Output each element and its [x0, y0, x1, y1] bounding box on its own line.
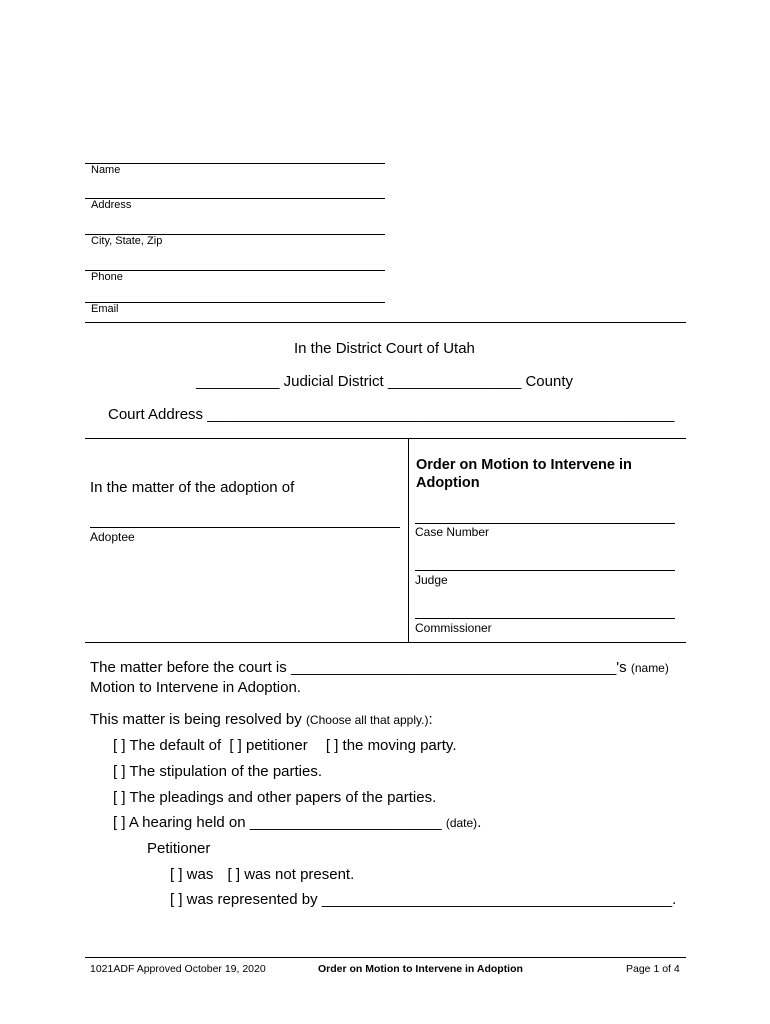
footer-form-id: 1021ADF Approved October 19, 2020: [90, 963, 266, 975]
caption-divider: [408, 438, 409, 642]
petitioner-label: Petitioner: [147, 840, 211, 857]
hearing-period: .: [477, 814, 482, 831]
option-hearing: [113, 814, 481, 831]
resolved-colon: :: [428, 711, 433, 728]
name-hint: (name): [630, 661, 669, 675]
court-address-label: Court Address: [108, 406, 204, 423]
name-line: [85, 163, 385, 164]
hearing-blank: _______________________: [249, 814, 442, 831]
caption-top-rule: [85, 438, 686, 439]
caption-bottom-rule: [85, 642, 686, 643]
date-hint: (date): [445, 816, 478, 830]
city-state-zip-label: City, State, Zip: [91, 235, 163, 247]
motion-line: Motion to Intervene in Adoption.: [90, 679, 301, 696]
possessive: 's: [616, 659, 627, 676]
footer-rule: [85, 957, 686, 958]
court-address-blank: ________________________________________________________: [207, 406, 675, 423]
matter-before-text: The matter before the court is: [90, 659, 287, 676]
case-number-label: Case Number: [415, 525, 490, 539]
represented-period: .: [672, 891, 677, 908]
option-stipulation[interactable]: [ ] The stipulation of the parties.: [113, 763, 323, 780]
court-title: In the District Court of Utah: [294, 340, 475, 357]
resolved-line: [90, 711, 433, 728]
matter-before-line: [90, 659, 669, 676]
court-address-line: [108, 406, 674, 423]
resolved-hint: (Choose all that apply.): [305, 713, 429, 727]
moving-party-checkbox-text[interactable]: [ ] the moving party.: [325, 737, 457, 754]
header-divider: [85, 322, 686, 323]
district-line: [196, 373, 573, 390]
document-title: Order on Motion to Intervene in Adoption: [416, 457, 632, 491]
adoptee-label: Adoptee: [90, 530, 135, 544]
adoptee-line: [90, 527, 400, 528]
option-default: [113, 737, 457, 754]
commissioner-label: Commissioner: [415, 621, 492, 635]
email-label: Email: [91, 303, 119, 315]
phone-line: [85, 270, 385, 271]
petitioner-checkbox-text[interactable]: [ ] petitioner: [229, 737, 308, 754]
judicial-district-label: Judicial District: [283, 373, 384, 390]
case-number-line: [415, 523, 675, 524]
matter-blank: _______________________________________: [290, 659, 617, 676]
default-checkbox-text[interactable]: [ ] The default of: [113, 737, 222, 754]
commissioner-line: [415, 618, 675, 619]
was-checkbox-text[interactable]: [ ] was: [170, 866, 214, 883]
footer-title: Order on Motion to Intervene in Adoption: [318, 963, 523, 975]
judge-label: Judge: [415, 573, 448, 587]
was-not-present-checkbox-text[interactable]: [ ] was not present.: [227, 866, 355, 883]
email-line: [85, 302, 385, 303]
hearing-checkbox-text[interactable]: [ ] A hearing held on: [113, 814, 246, 831]
represented-checkbox-text[interactable]: [ ] was represented by: [170, 891, 318, 908]
phone-label: Phone: [91, 271, 123, 283]
presence-line: [170, 866, 354, 883]
district-blank: __________: [196, 373, 280, 390]
county-blank: ________________: [387, 373, 522, 390]
county-label: County: [525, 373, 573, 390]
resolved-intro: This matter is being resolved by: [90, 711, 302, 728]
name-label: Name: [91, 164, 121, 176]
footer-page: Page 1 of 4: [626, 963, 680, 975]
represented-blank: __________________________________________: [321, 891, 673, 908]
matter-text: In the matter of the adoption of: [90, 479, 295, 496]
represented-line: [170, 891, 676, 908]
judge-line: [415, 570, 675, 571]
address-label: Address: [91, 199, 132, 211]
option-pleadings[interactable]: [ ] The pleadings and other papers of the parties.: [113, 789, 437, 806]
